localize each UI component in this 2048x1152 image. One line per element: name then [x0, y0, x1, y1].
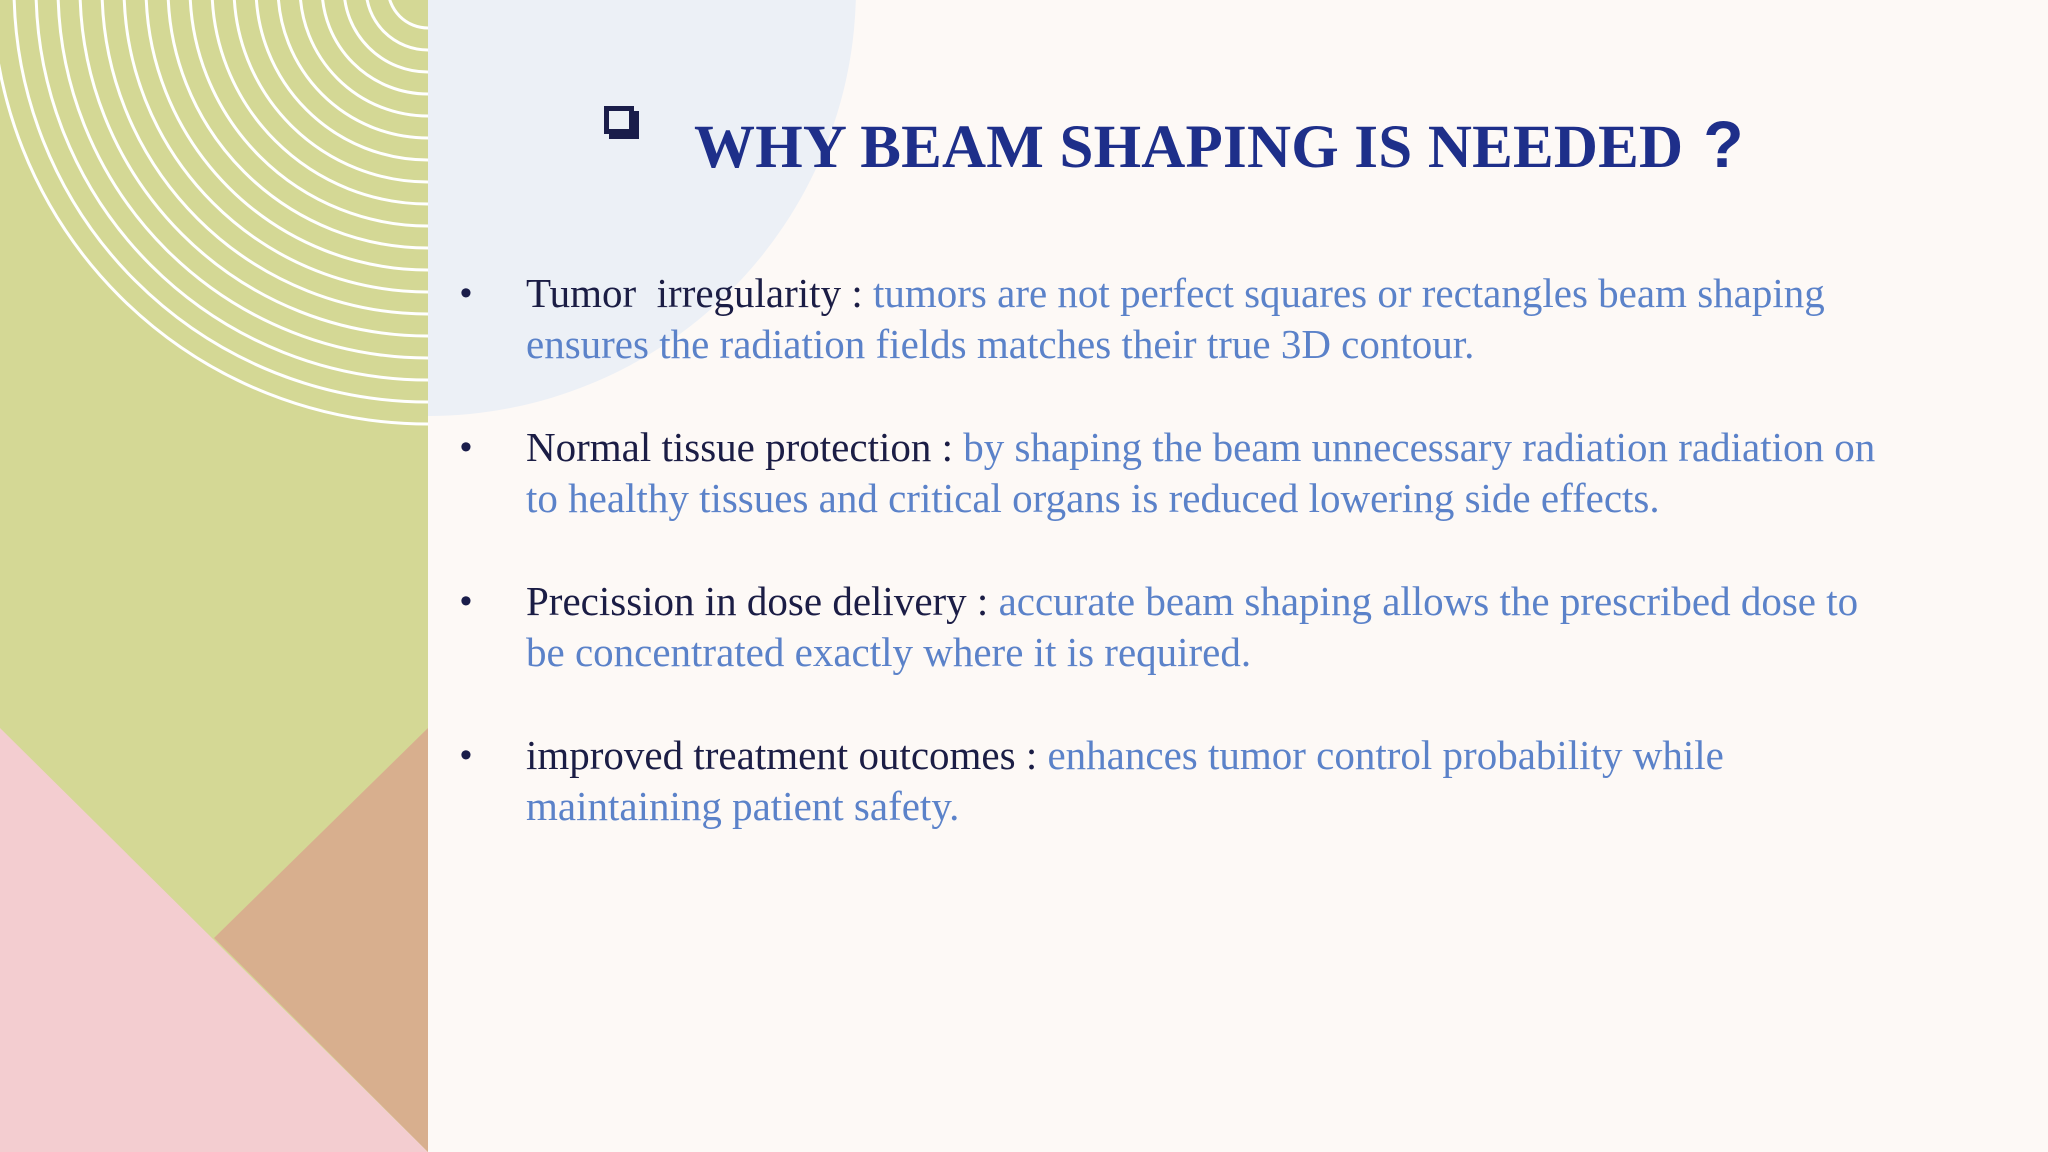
bullet-separator: : — [966, 578, 999, 624]
slide-title — [694, 106, 1744, 183]
bullet-term: improved treatment outcomes — [526, 732, 1016, 778]
bullet-separator: : — [931, 424, 964, 470]
bullet-dot-icon: • — [460, 582, 472, 620]
bullet-description: accurate beam shaping allows the prescribed dose to be concentrated exactly where it is required. — [526, 578, 1859, 675]
bullet-separator: : — [1015, 732, 1048, 778]
bullet-list — [460, 268, 1880, 832]
bullet-separator: : — [841, 270, 873, 316]
checkbox-square-icon — [604, 106, 634, 134]
list-item — [460, 268, 1880, 370]
list-item — [460, 576, 1880, 678]
bullet-dot-icon: • — [460, 428, 472, 466]
slide-title-row — [596, 92, 1896, 192]
question-mark-icon: ? — [1703, 107, 1744, 181]
bullet-term: Tumor irregularity — [526, 270, 842, 316]
bullet-description: tumors are not perfect squares or rectangles beam shaping ensures the radiation fields matches their true 3D contour. — [526, 270, 1825, 367]
bullet-dot-icon: • — [460, 736, 472, 774]
list-item — [460, 422, 1880, 524]
bullet-term: Precission in dose delivery — [526, 578, 967, 624]
bullet-description: by shaping the beam unnecessary radiation radiation on to healthy tissues and critical organs is reduced lowering side effects. — [526, 424, 1876, 521]
slide-title-text: WHY BEAM SHAPING IS NEEDED — [694, 114, 1684, 181]
list-item — [460, 730, 1880, 832]
bullet-dot-icon: • — [460, 274, 472, 312]
bullet-description: enhances tumor control probability while maintaining patient safety. — [526, 732, 1724, 829]
bullet-term: Normal tissue protection — [526, 424, 932, 470]
